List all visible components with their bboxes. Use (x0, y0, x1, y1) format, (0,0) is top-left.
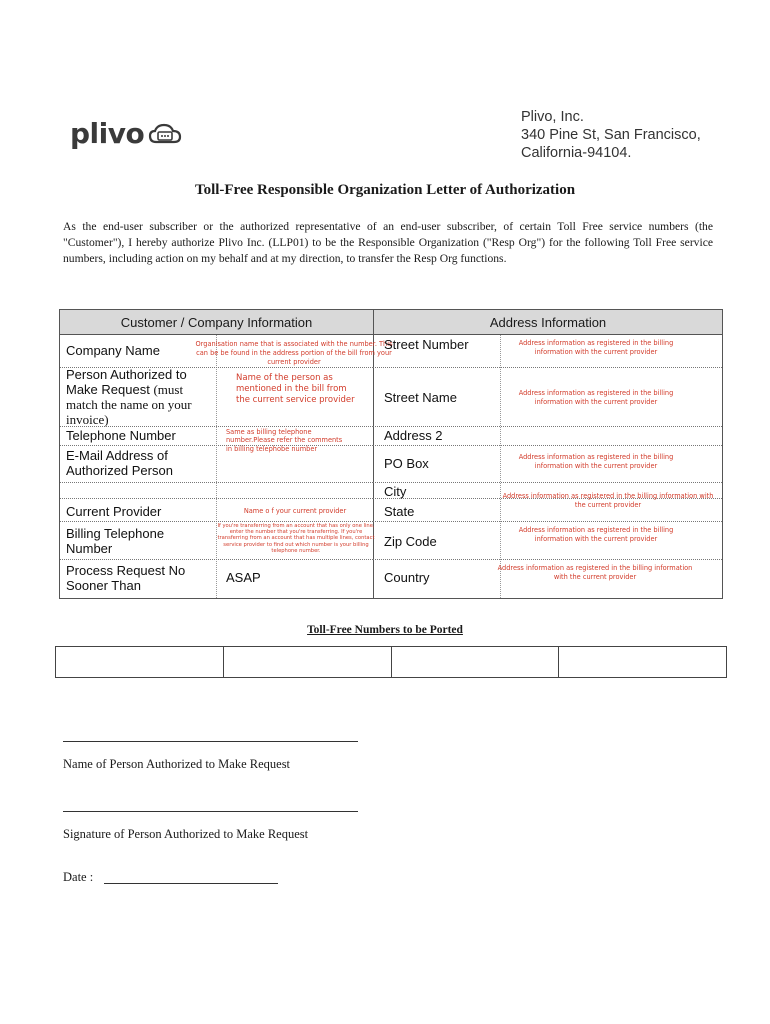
date-label: Date : (63, 870, 94, 884)
state-label: State (384, 504, 415, 519)
telephone-hint: Same as billing telephone number.Please refer the comments in billing telephobe number (226, 428, 343, 453)
city-label: City (384, 484, 407, 499)
toll-free-number-cell[interactable] (56, 647, 224, 677)
person-label-note: (must match the name on your invoice) (66, 382, 192, 427)
billing-hint: If you're transferring from an account that has only one line, enter the number that you're transferring. If you're transferring from an account that has multiple lines, contact service provider to find out which number is your billing telephone number. (217, 523, 375, 554)
plivo-logo (70, 117, 182, 150)
row-divider (373, 445, 722, 446)
company-name-hint: Organisation name that is associated with the number. This can be be found in the address portion of the bill from your current provider (195, 340, 393, 366)
street-number-label: Street Number (384, 337, 469, 352)
row-divider (373, 521, 722, 522)
row-divider (60, 498, 373, 499)
company-region: California-94104. (521, 145, 632, 161)
process-request-label: Process Request No Sooner Than (66, 563, 186, 593)
name-signature-line[interactable] (63, 741, 358, 742)
person-authorized-label (66, 367, 214, 427)
current-provider-hint: Name o f your current provider (243, 507, 347, 515)
toll-free-number-cell[interactable] (392, 647, 560, 677)
country-label: Country (384, 570, 430, 585)
logo-text: plivo (70, 117, 145, 150)
street-name-label: Street Name (384, 390, 457, 405)
right-header: Address Information (374, 310, 722, 335)
country-hint: Address information as registered in the billing information with the current provider (497, 564, 693, 581)
po-box-label: PO Box (384, 456, 429, 471)
row-divider (373, 367, 722, 368)
toll-free-numbers-title: Toll-Free Numbers to be Ported (307, 624, 463, 636)
date-line[interactable] (104, 883, 278, 884)
row-divider (60, 521, 373, 522)
telephone-label: Telephone Number (66, 428, 176, 443)
address2-label: Address 2 (384, 428, 443, 443)
left-header: Customer / Company Information (60, 310, 373, 335)
zip-code-hint: Address information as registered in the billing information with the current provider (518, 526, 674, 543)
toll-free-number-cell[interactable] (224, 647, 392, 677)
process-request-value: ASAP (226, 570, 261, 585)
name-label: Name of Person Authorized to Make Request (63, 757, 291, 771)
street-name-hint: Address information as registered in the billing information with the current provider (518, 389, 674, 406)
person-label-text: Person Authorized to Make Request (66, 367, 187, 397)
row-divider (60, 559, 373, 560)
row-divider (373, 559, 722, 560)
intro-paragraph: As the end-user subscriber or the authorized representative of an end-user subscriber, of certain Toll Free service numbers (the "Customer"), I hereby authorize Plivo Inc. (LLP01) to be the Responsible Organization ("Resp Org") for the following Toll Free service numbers, including action on my behalf and at my direction, to transfer the Resp Org functions. (63, 220, 713, 265)
company-street: 340 Pine St, San Francisco, (521, 127, 701, 143)
row-divider (373, 482, 722, 483)
row-divider (60, 482, 373, 483)
email-label: E-Mail Address of Authorized Person (66, 448, 173, 478)
row-divider (373, 426, 722, 427)
po-box-hint: Address information as registered in the billing information with the current provider (518, 453, 674, 470)
company-name-label: Company Name (66, 343, 160, 358)
current-provider-label: Current Provider (66, 504, 162, 519)
signature-line[interactable] (63, 811, 358, 812)
person-hint: Name of the person as mentioned in the bill from the current service provider (236, 373, 355, 405)
street-number-hint: Address information as registered in the billing information with the current provider (518, 339, 674, 356)
city-state-hint: Address information as registered in the billing information with the current provider (502, 492, 714, 509)
cloud-phone-icon (148, 122, 182, 146)
company-name: Plivo, Inc. (521, 109, 584, 125)
authorization-form (59, 309, 723, 599)
toll-free-number-cell[interactable] (559, 647, 726, 677)
signature-label: Signature of Person Authorized to Make Request (63, 827, 309, 841)
toll-free-numbers-table (55, 646, 727, 678)
document-title: Toll-Free Responsible Organization Letter of Authorization (194, 182, 576, 198)
billing-telephone-label: Billing Telephone Number (66, 526, 165, 556)
zip-code-label: Zip Code (384, 534, 437, 549)
company-address (521, 108, 701, 162)
